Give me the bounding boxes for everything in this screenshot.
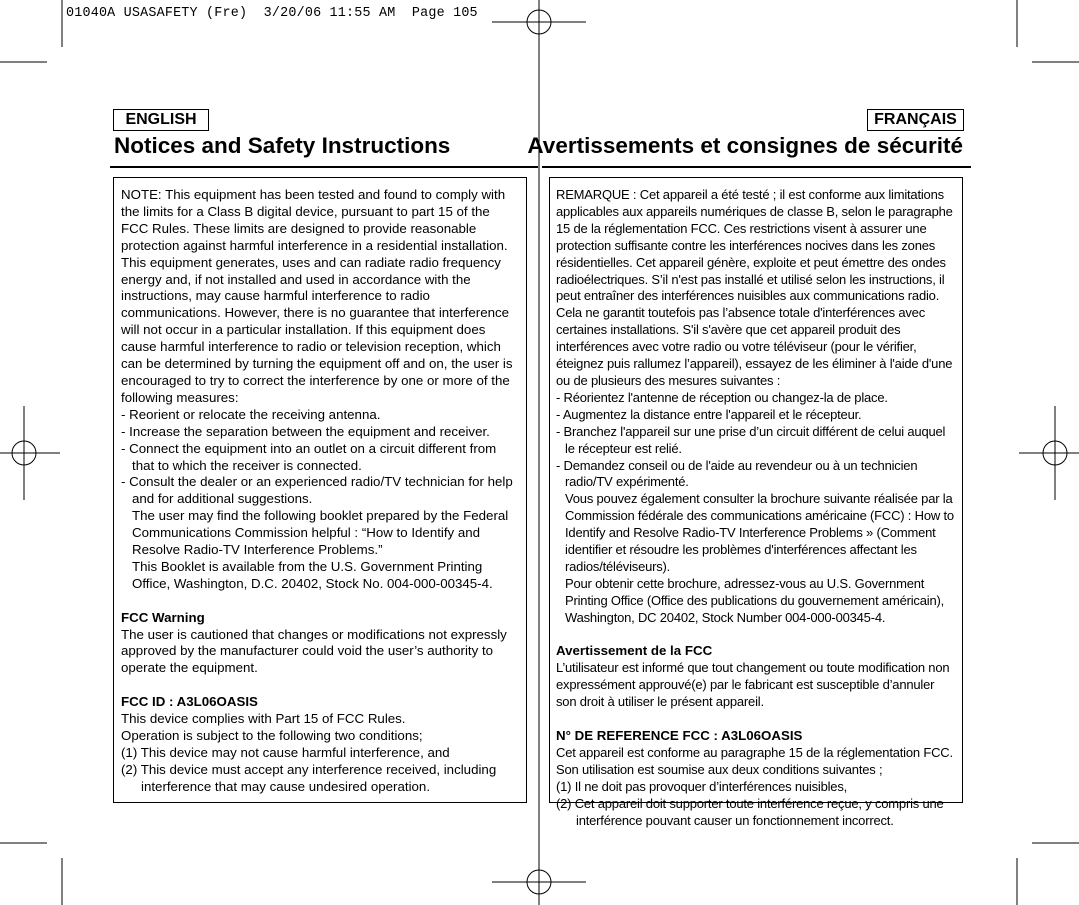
list-item: - Demandez conseil ou de l'aide au revendeur ou à un technicien radio/TV expérimenté. (556, 457, 918, 490)
fcc-id-compliance: This device complies with Part 15 of FCC Rules. (121, 711, 406, 727)
fcc-warning-text: L’utilisateur est informé que tout changement ou toute modification non expressément approuvé(e) par le fabricant est susceptible d’annuler son droit à utiliser le présent appareil. (556, 660, 950, 710)
notice-box-english (113, 177, 527, 803)
registration-mark-right (1019, 406, 1079, 500)
fcc-note: REMARQUE : Cet appareil a été testé ; il est conforme aux limitations applicables aux appareils numériques de classe B, selon le paragraphe 15 de la réglementation FCC. Ces restrictions visent à assurer une protection suffisante contre les interférences nocives dans les zones résidentielles. Cet appareil génère, exploite et peut émettre des ondes radioélectriques. S’il n'est pas installé et utilisé selon les instructions, il peut entraîner des interférences nuisibles aux communications radio. Cela ne garantit toutefois pas l’absence totale d'interférences avec certaines installations. S'il s'avère que cet appareil produit des interférences avec votre radio ou votre téléviseur (pour le vérifier, éteignez puis rallumez l’appareil), essayez de les éliminer à l'aide d'une ou de plusieurs des mesures suivantes : (556, 187, 953, 388)
fcc-warning-heading: FCC Warning (121, 609, 205, 625)
fcc-id-conditions-intro: Operation is subject to the following two conditions; (121, 727, 423, 743)
booklet-availability: Pour obtenir cette brochure, adressez-vous au U.S. Government Printing Office (Office des publications du gouvernement américain), Washington, DC 20402, Stock Number 004-000-00345-4. (565, 575, 945, 625)
list-item: - Increase the separation between the equipment and receiver. (121, 423, 490, 439)
list-item: - Branchez l'appareil sur une prise d’un circuit différent de celui auquel le récepteur est relié. (556, 423, 946, 456)
print-slug: 01040A USASAFETY (Fre) 3/20/06 11:55 AM Page 105 (66, 6, 478, 21)
registration-mark-left (0, 406, 60, 500)
list-item: - Réorientez l'antenne de réception ou changez-la de place. (556, 389, 888, 405)
list-item: (2) Cet appareil doit supporter toute interférence reçue, y compris une interférence pouvant causer un fonctionnement incorrect. (556, 795, 944, 828)
list-item: - Consult the dealer or an experienced radio/TV technician for help and for additional suggestions. (121, 474, 513, 507)
fcc-id-compliance: Cet appareil est conforme au paragraphe 15 de la réglementation FCC. (556, 744, 953, 760)
interference-measures-list (556, 390, 958, 491)
fcc-id-conditions-intro: Son utilisation est soumise aux deux conditions suivantes ; (556, 761, 883, 777)
interference-measures-list (121, 407, 520, 508)
fcc-id-heading: N° DE REFERENCE FCC : A3L06OASIS (556, 727, 803, 743)
list-item: - Augmentez la distance entre l'appareil et le récepteur. (556, 406, 862, 422)
fcc-id-heading: FCC ID : A3L06OASIS (121, 694, 258, 710)
language-label-french: FRANÇAIS (867, 109, 964, 131)
title-rule-english (110, 166, 538, 168)
list-item: (2) This device must accept any interference received, including interference that may cause undesired operation. (121, 761, 497, 794)
list-item: (1) Il ne doit pas provoquer d’interférences nuisibles, (556, 778, 848, 794)
title-rule-french (542, 166, 971, 168)
page-title-french: Avertissements et consignes de sécurité (527, 133, 963, 158)
list-item: - Reorient or relocate the receiving antenna. (121, 406, 381, 422)
booklet-availability: This Booklet is available from the U.S. Government Printing Office, Washington, D.C. 20402, Stock No. 004-000-00345-4. (132, 558, 493, 591)
notice-box-french (549, 177, 963, 828)
fcc-note: NOTE: This equipment has been tested and found to comply with the limits for a Class B digital device, pursuant to part 15 of the FCC Rules. These limits are designed to provide reasonable protection against harmful interference in a residential installation. This equipment generates, uses and can radiate radio frequency energy and, if not installed and used in accordance with the instructions, may cause harmful interference to radio communications. However, there is no guarantee that interference will not occur in a particular installation. If this equipment does cause harmful interference to radio or television reception, which can be determined by turning the equipment off and on, the user is encouraged to try to correct the interference by one or more of the following measures: (121, 187, 513, 405)
fcc-warning-heading: Avertissement de la FCC (556, 643, 713, 659)
fcc-conditions-list (121, 745, 520, 796)
fcc-warning-text: The user is cautioned that changes or modifications not expressly approved by the manufacturer could void the user’s authority to operate the equipment. (121, 626, 507, 676)
booklet-note: The user may find the following booklet prepared by the Federal Communications Commission helpful : “How to Identify and Resolve Radio-TV Interference Problems.” (132, 508, 509, 558)
fcc-conditions-list (556, 779, 958, 830)
page-title-english: Notices and Safety Instructions (114, 133, 451, 158)
list-item: (1) This device may not cause harmful interference, and (121, 744, 450, 760)
booklet-note: Vous pouvez également consulter la brochure suivante réalisée par la Commission fédérale des communications américaine (FCC) : How to Identify and Resolve Radio-TV Interference Problems » (Comment identifier et résoudre les problèmes d'interférences affectant les radios/téléviseurs). (565, 491, 954, 574)
language-label-english: ENGLISH (113, 109, 209, 131)
list-item: - Connect the equipment into an outlet on a circuit different from that to which the receiver is connected. (121, 440, 497, 473)
